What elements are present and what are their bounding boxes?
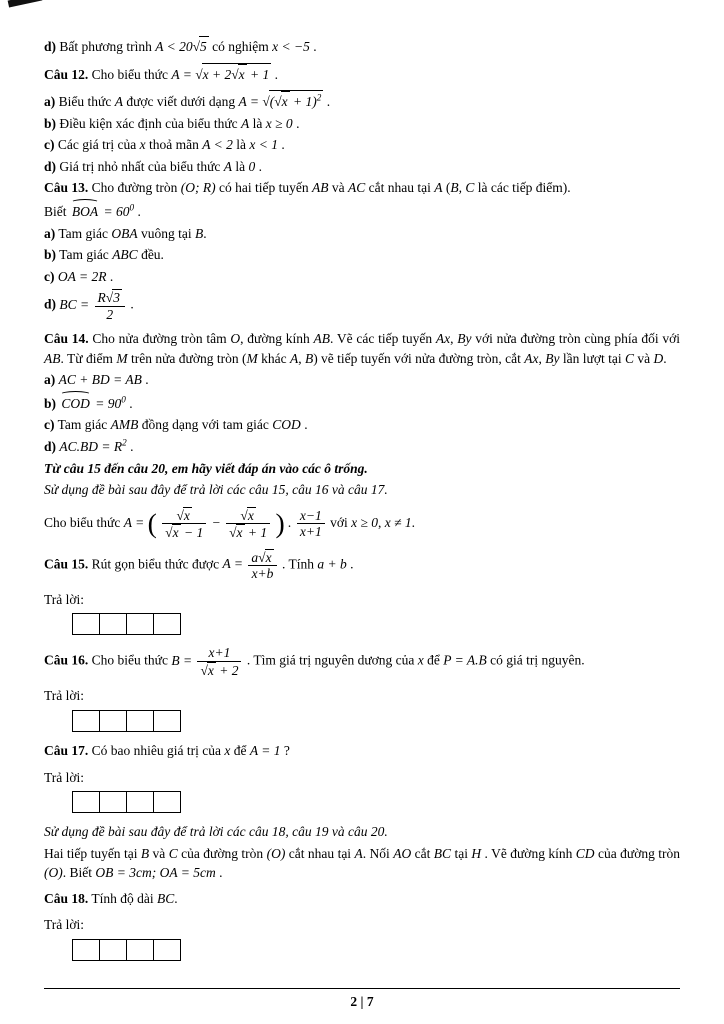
bold-text: Câu 13.	[44, 180, 89, 196]
inline-math: AC	[347, 180, 366, 196]
inline-math: A	[114, 94, 123, 110]
bold-text: Câu 12.	[44, 66, 89, 82]
answer-grid	[72, 710, 680, 732]
inline-math: A = 1	[249, 742, 281, 758]
answer-block	[44, 915, 680, 961]
bold-text: a)	[44, 225, 56, 241]
page-number: 2 | 7	[350, 994, 374, 1009]
answer-grid	[72, 791, 680, 813]
inline-math: $A = √(√x + 1)^2$	[238, 94, 323, 109]
inline-math: P = A.B	[443, 652, 487, 668]
inline-math: AC + BD = AB	[58, 372, 142, 388]
inline-math: A < 2	[202, 137, 233, 153]
inline-math: OA = 2R	[57, 268, 107, 284]
document-line: d) BC = $\frac{R√3}{2}$ .	[44, 290, 134, 322]
inline-math: A	[434, 180, 443, 196]
inline-math: x ≥ 0	[265, 115, 293, 131]
answer-cell	[126, 939, 154, 961]
bold-text: Từ câu 15 đến câu 20, em hãy viết đáp án vào các ô trống.	[44, 460, 368, 476]
inline-math: CD	[575, 845, 595, 861]
document-line: a) AC + BD = AB .	[44, 372, 149, 388]
document-line: Câu 14. Cho nửa đường tròn tâm O, đường kính AB. Vẽ các tiếp tuyến Ax, By với nửa đường tròn cùng phía đối với AB. Từ điểm M trên nửa đường tròn (M khác A, B) vẽ tiếp tuyến với nửa đường tròn, cắt Ax, By lần lượt tại C và D.	[44, 331, 680, 366]
inline-math: By	[457, 331, 472, 347]
answer-cell	[99, 710, 127, 732]
document-line: b) Điều kiện xác định của biểu thức A là x ≥ 0 .	[44, 115, 300, 131]
inline-math: BOA = $60^0$	[70, 204, 134, 219]
answer-cell	[72, 791, 100, 813]
answer-cell	[126, 710, 154, 732]
bold-text: c)	[44, 137, 55, 153]
bold-text: d)	[44, 296, 57, 312]
page-footer	[44, 988, 680, 1010]
inline-math: COD	[272, 417, 301, 433]
inline-math: B, C	[450, 180, 475, 196]
document-line: Câu 13. Cho đường tròn (O; R) có hai tiếp tuyến AB và AC cắt nhau tại A (B, C là các tiếp điểm).	[44, 180, 571, 196]
answer-block	[44, 686, 680, 732]
inline-math: $AC.BD = R^2$	[59, 437, 127, 455]
answer-cell	[153, 613, 181, 635]
inline-math: AB	[313, 331, 330, 347]
inline-math: A	[354, 845, 363, 861]
inline-math: x ≠ 1	[384, 514, 412, 530]
document-line: c) OA = 2R .	[44, 268, 114, 284]
answer-cell	[72, 710, 100, 732]
answer-block	[44, 590, 680, 636]
answer-cell	[153, 710, 181, 732]
bold-text: b)	[44, 395, 57, 411]
inline-math: B	[304, 350, 314, 366]
answer-block	[44, 768, 680, 814]
inline-math: AMB	[110, 417, 139, 433]
bold-text: b)	[44, 115, 57, 131]
bold-text: Câu 16.	[44, 652, 89, 668]
inline-math: x < −5	[272, 39, 310, 54]
inline-math: (O; R)	[180, 180, 216, 196]
inline-math: x	[417, 652, 424, 668]
bold-text: c)	[44, 268, 55, 284]
bold-text: d)	[44, 39, 57, 54]
inline-math: A	[223, 158, 233, 174]
inline-math: AB	[311, 180, 329, 196]
answer-cell	[99, 613, 127, 635]
document-line: Câu 15. Rút gọn biểu thức được A = $\frac{a√x}{x+b}$ . Tính a + b .	[44, 549, 354, 582]
inline-math: M	[246, 350, 258, 366]
inline-math: M	[116, 350, 128, 366]
document-line: d) Bất phương trình A < 20√5 có nghiệm x < −5 .	[44, 36, 680, 57]
inline-math: B	[140, 845, 150, 861]
answer-cell	[72, 613, 100, 635]
document-line: Câu 18. Tính độ dài BC.	[44, 890, 178, 906]
document-line: Cho biểu thức A = ( $\frac{√x}{√x - 1}$ − $\frac{√x}{√x + 1}$ ) . $\frac{x-1}{x+1}$ với x ≥ 0, x ≠ 1.	[44, 507, 416, 541]
inline-math: x < 1	[249, 137, 278, 153]
document-line	[44, 459, 680, 479]
inline-math: A	[241, 115, 250, 131]
inline-math: ABC	[112, 247, 138, 263]
inline-math: Ax	[524, 350, 539, 366]
answer-label: Trả lời:	[44, 688, 85, 704]
inline-math: x ≥ 0	[351, 514, 378, 530]
document-line: b) Tam giác ABC đều.	[44, 247, 164, 263]
answer-cell	[126, 791, 154, 813]
inline-math: D	[653, 350, 664, 366]
answer-cell	[72, 939, 100, 961]
inline-math: C	[625, 350, 635, 366]
inline-math: x	[139, 137, 146, 153]
inline-math: BC = $\frac{R√3}{2}$	[59, 297, 127, 312]
document-line: a) Biểu thức A được viết dưới dạng $A = √(√x + 1)^2$ .	[44, 90, 680, 112]
inline-math: A < 20√5	[155, 39, 209, 54]
inline-math: A = ( $\frac{√x}{√x - 1}$ − $\frac{√x}{√x + 1}$ ) . $\frac{x-1}{x+1}$	[124, 515, 327, 530]
document-line: Biết BOA = $60^0$ .	[44, 200, 680, 222]
answer-cell	[153, 939, 181, 961]
bold-text: b)	[44, 247, 57, 263]
answer-cell	[126, 613, 154, 635]
answer-label: Trả lời:	[44, 591, 85, 607]
document-line: c) Các giá trị của x thoả mãn A < 2 là x < 1 .	[44, 137, 285, 153]
answer-grid	[72, 613, 680, 635]
bold-text: Câu 14.	[44, 331, 89, 347]
document-line: Sử dụng đề bài sau đây để trả lời các câu 15, câu 16 và câu 17.	[44, 482, 388, 498]
inline-math: C	[168, 845, 178, 861]
inline-math: (O)	[44, 865, 63, 881]
document-line: a) Tam giác OBA vuông tại B.	[44, 225, 207, 241]
inline-math: AO	[393, 845, 412, 861]
document-line: c) Tam giác AMB đồng dạng với tam giác COD .	[44, 417, 308, 433]
inline-math: By	[545, 350, 560, 366]
inline-math: O	[230, 331, 241, 347]
answer-grid	[72, 939, 680, 961]
inline-math: A = $\frac{a√x}{x+b}$	[223, 556, 279, 571]
bold-text: Câu 18.	[44, 890, 89, 906]
document-line: Câu 16. Cho biểu thức B = $\frac{x+1}{√x + 2}$ . Tìm giá trị nguyên dương của x để P = A.B có giá trị nguyên.	[44, 645, 585, 678]
inline-math: a + b	[317, 556, 347, 572]
inline-math: 0	[248, 158, 256, 174]
document-line: Câu 17. Có bao nhiêu giá trị của x để A = 1 ?	[44, 742, 290, 758]
answer-cell	[99, 939, 127, 961]
answer-label: Trả lời:	[44, 769, 85, 785]
inline-math: AB	[44, 350, 61, 366]
inline-math: COD = $90^0$	[59, 396, 125, 411]
bold-text: a)	[44, 94, 56, 110]
document-line: Sử dụng đề bài sau đây để trả lời các câu 18, câu 19 và câu 20.	[44, 824, 388, 840]
inline-math: B = $\frac{x+1}{√x + 2}$	[171, 653, 243, 668]
bold-text: Câu 17.	[44, 742, 89, 758]
document-line: Hai tiếp tuyến tại B và C của đường tròn (O) cắt nhau tại A. Nối AO cắt BC tại H . Vẽ đường kính CD của đường tròn (O). Biết OB = 3cm; OA = 5cm .	[44, 845, 680, 881]
document-line: b) COD = $90^0$ .	[44, 392, 680, 414]
inline-math: Ax	[435, 331, 451, 347]
inline-math: BC	[157, 890, 175, 906]
inline-math: A	[289, 350, 299, 366]
bold-text: d)	[44, 439, 57, 455]
answer-cell	[99, 791, 127, 813]
document-line: d) $AC.BD = R^2$ .	[44, 437, 134, 455]
inline-math: (O)	[266, 845, 286, 861]
bold-text: Câu 15.	[44, 556, 89, 572]
answer-label: Trả lời:	[44, 917, 85, 933]
inline-math: B	[195, 225, 204, 241]
document-line: Câu 12. Cho biểu thức A = √x + 2√x + 1 .	[44, 63, 680, 85]
bold-text: a)	[44, 372, 56, 388]
inline-math: A = √x + 2√x + 1	[171, 67, 271, 82]
answer-cell	[153, 791, 181, 813]
bold-text: c)	[44, 417, 55, 433]
inline-math: H	[471, 845, 482, 861]
document-line: d) Giá trị nhỏ nhất của biểu thức A là 0 .	[44, 158, 263, 174]
inline-math: x	[224, 742, 231, 758]
bold-text: d)	[44, 158, 57, 174]
inline-math: OB = 3cm; OA = 5cm	[95, 865, 216, 881]
inline-math: BC	[433, 845, 452, 861]
inline-math: OBA	[111, 225, 138, 241]
